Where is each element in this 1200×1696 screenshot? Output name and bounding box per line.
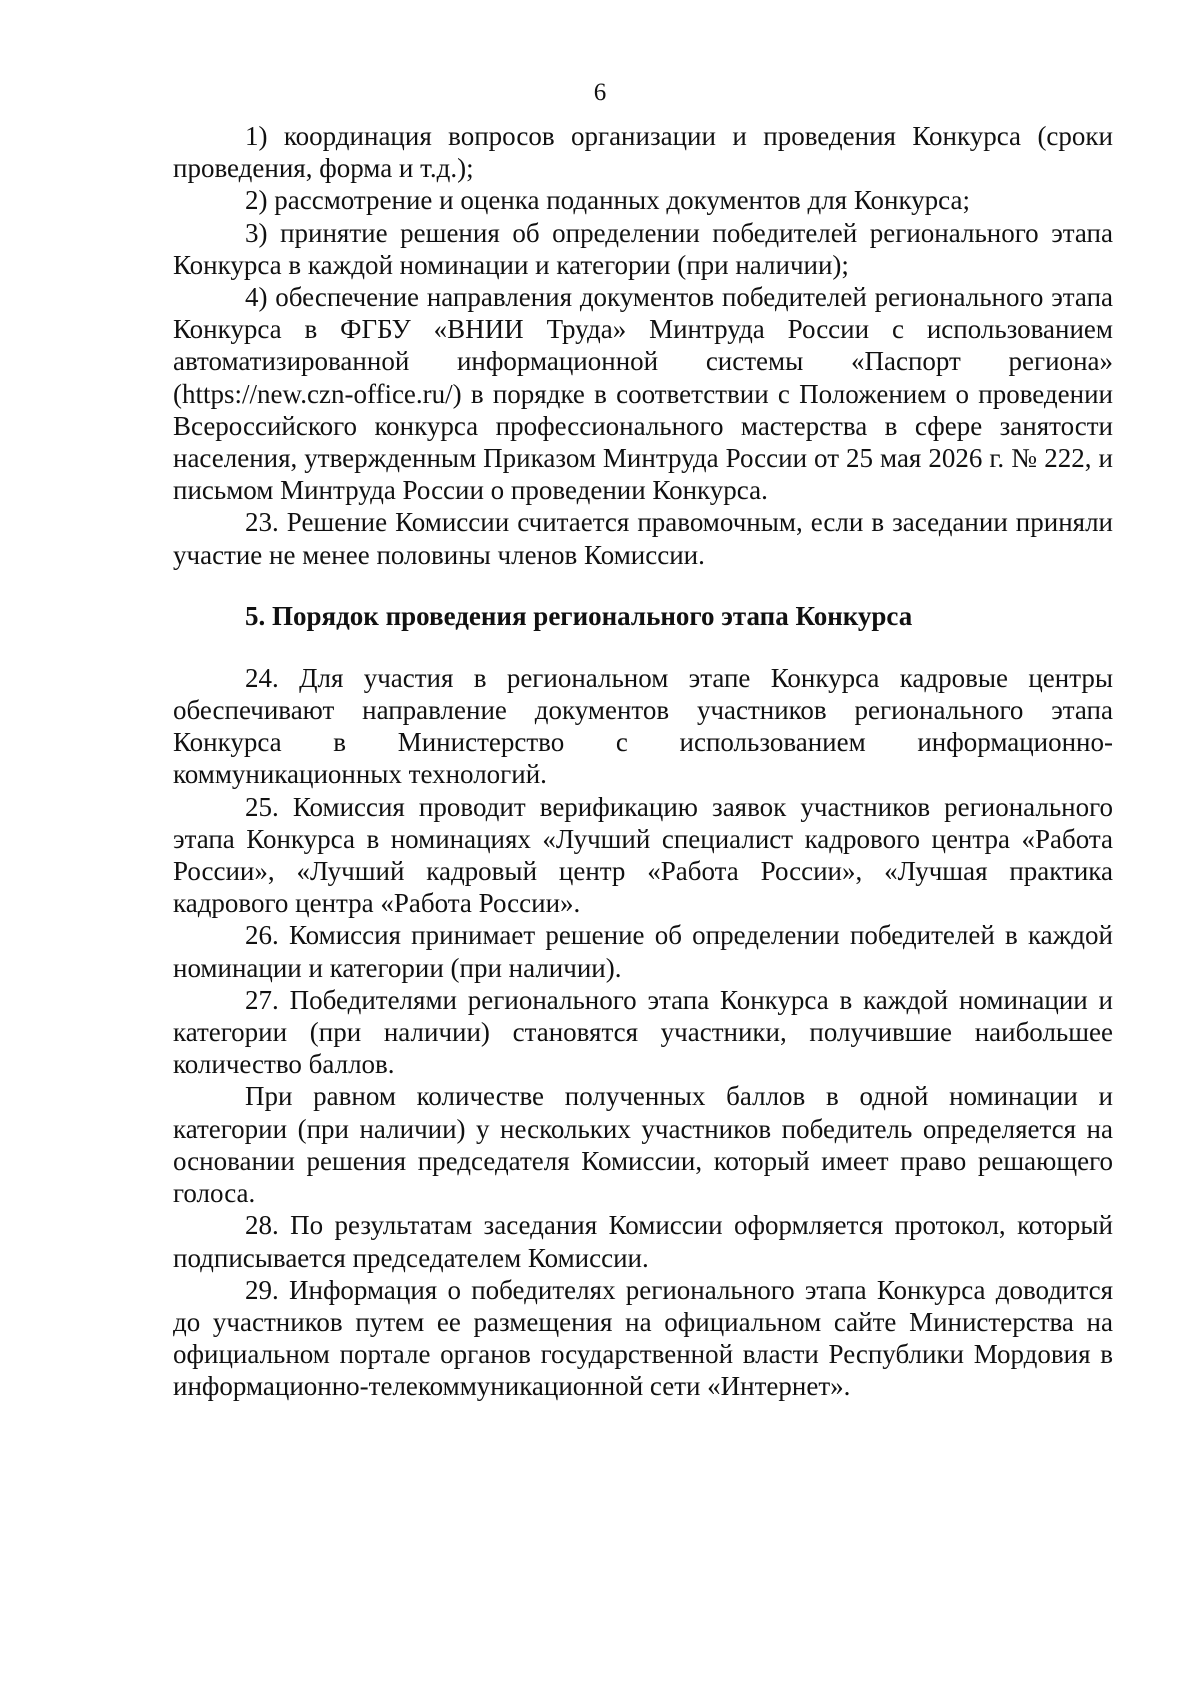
paragraph-26: 26. Комиссия принимает решение об определении победителей в каждой номинации и категории (при наличии). — [173, 920, 1113, 983]
paragraph-27: 27. Победителями регионального этапа Конкурса в каждой номинации и категории (при наличии) становятся участники, получившие наибольшее количество баллов. — [173, 984, 1113, 1080]
page-number: 6 — [593, 79, 607, 106]
paragraph-item-4: 4) обеспечение направления документов победителей регионального этапа Конкурса в ФГБУ «ВНИИ Труда» Минтруда России с использованием автоматизированной информационной системы «Паспорт региона» (https://new.czn-office.ru/) в порядке в соответствии с Положением о проведении Всероссийского конкурса профессионального мастерства в сфере занятости населения, утвержденным Приказом Минтруда России от 25 мая 2026 г. № 222, и письмом Минтруда России о проведении Конкурса. — [173, 282, 1113, 506]
paragraph-27-continued: При равном количестве полученных баллов в одной номинации и категории (при наличии) у нескольких участников победитель определяется на основании решения председателя Комиссии, который имеет право решающего голоса. — [173, 1081, 1113, 1209]
paragraph-29: 29. Информация о победителях регионального этапа Конкурса доводится до участников путем ее размещения на официальном сайте Министерства на официальном портале органов государственной власти Республики Мордовия в информационно-телекоммуникационной сети «Интернет». — [173, 1274, 1113, 1402]
section-heading: 5. Порядок проведения регионального этапа Конкурса — [245, 600, 913, 631]
paragraph-item-2: 2) рассмотрение и оценка поданных документов для Конкурса; — [245, 185, 970, 216]
paragraph-28: 28. По результатам заседания Комиссии оформляется протокол, который подписывается председателем Комиссии. — [173, 1210, 1113, 1273]
paragraph-item-1: 1) координация вопросов организации и проведения Конкурса (сроки проведения, форма и т.д.); — [173, 121, 1113, 184]
paragraph-25: 25. Комиссия проводит верификацию заявок участников регионального этапа Конкурса в номинациях «Лучший специалист кадрового центра «Работа России», «Лучший кадровый центр «Работа России», «Лучшая практика кадрового центра «Работа России». — [173, 791, 1113, 919]
paragraph-23: 23. Решение Комиссии считается правомочным, если в заседании приняли участие не менее половины членов Комиссии. — [173, 507, 1113, 570]
paragraph-item-3: 3) принятие решения об определении победителей регионального этапа Конкурса в каждой номинации и категории (при наличии); — [173, 217, 1113, 280]
paragraph-24: 24. Для участия в региональном этапе Конкурса кадровые центры обеспечивают направление документов участников регионального этапа Конкурса в Министерство с использованием информационно-коммуникационных технологий. — [173, 662, 1113, 790]
document-body — [173, 120, 1113, 1403]
